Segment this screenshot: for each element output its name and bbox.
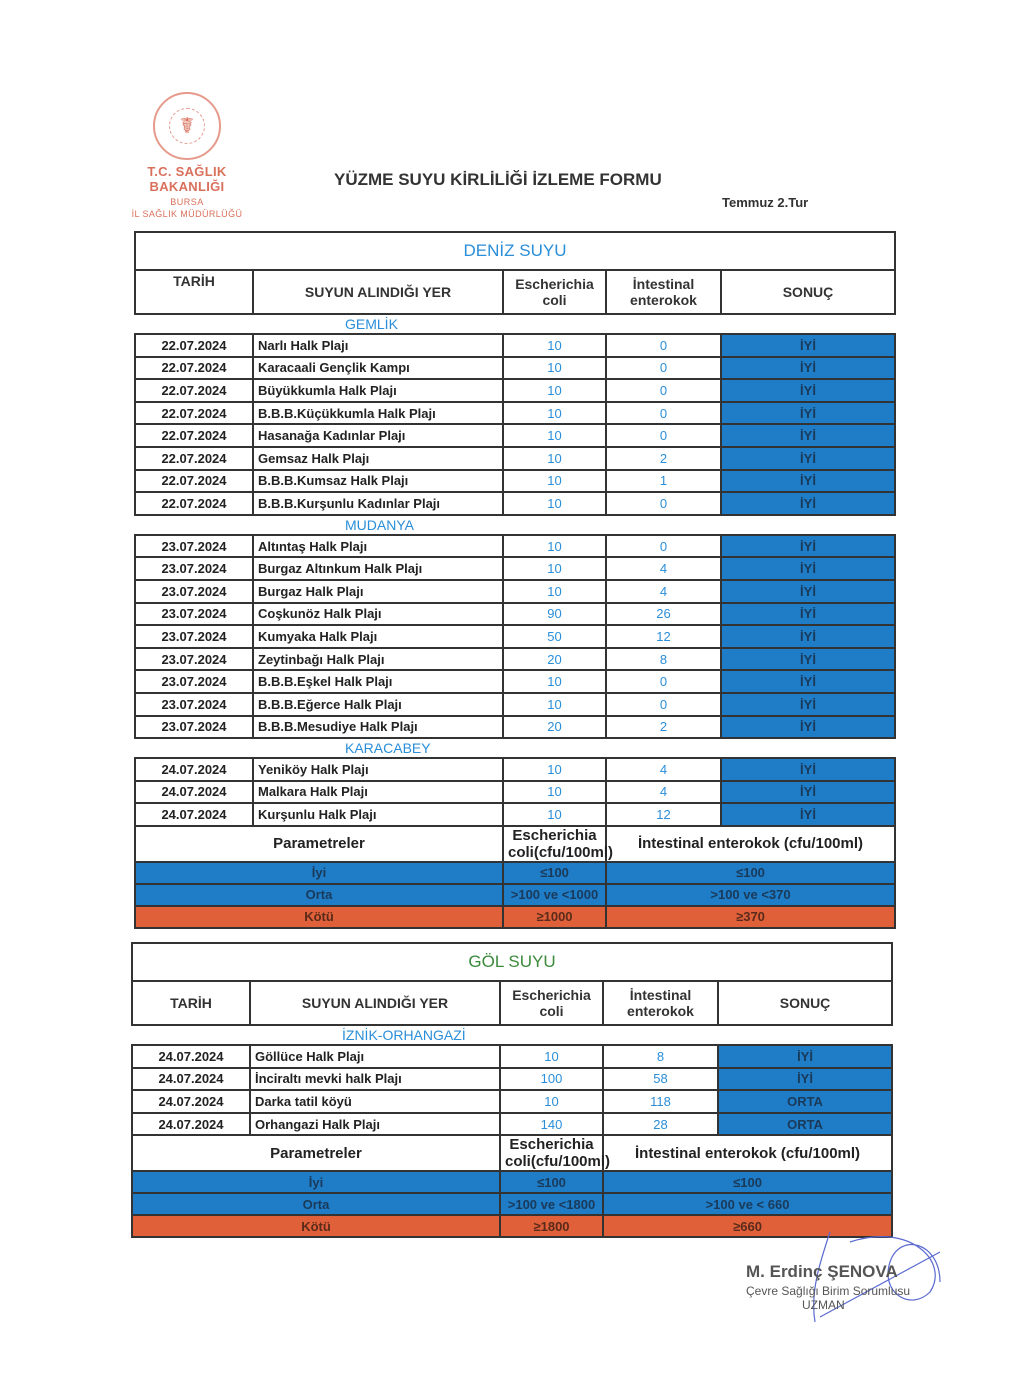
entero-cell: 12 (606, 803, 721, 826)
table-row (135, 648, 895, 671)
result-cell: İYİ (721, 357, 895, 380)
date-cell: 22.07.2024 (135, 424, 253, 447)
result-cell: İYİ (721, 670, 895, 693)
ecoli-threshold: >100 ve <1000 (503, 884, 606, 906)
ministry-emblem-icon: ☤ (153, 92, 221, 160)
table-row (135, 580, 895, 603)
column-header-place: SUYUN ALINDIĞI YER (253, 270, 503, 314)
entero-cell: 2 (606, 447, 721, 470)
ecoli-cell: 10 (500, 1090, 603, 1113)
date-cell: 23.07.2024 (135, 693, 253, 716)
column-header-result: SONUÇ (721, 270, 895, 314)
place-cell: Malkara Halk Plajı (253, 781, 503, 804)
place-cell: Büyükkumla Halk Plajı (253, 379, 503, 402)
place-cell: Gemsaz Halk Plajı (253, 447, 503, 470)
parameters-label: Parametreler (135, 826, 503, 862)
ecoli-cell: 10 (503, 357, 606, 380)
date-cell: 23.07.2024 (135, 625, 253, 648)
place-cell: B.B.B.Eğerce Halk Plajı (253, 693, 503, 716)
place-cell: B.B.B.Kurşunlu Kadınlar Plajı (253, 492, 503, 515)
entero-param-header: İntestinal enterokok (cfu/100ml) (606, 826, 895, 862)
entero-cell: 0 (606, 670, 721, 693)
sea-water-table (134, 231, 896, 929)
place-cell: B.B.B.Mesudiye Halk Plajı (253, 716, 503, 739)
ecoli-threshold: ≥1800 (500, 1215, 603, 1237)
signer-rank: UZMAN (802, 1298, 845, 1312)
table-row (135, 803, 895, 826)
parameter-row (132, 1193, 892, 1215)
place-cell: Burgaz Halk Plajı (253, 580, 503, 603)
ecoli-cell: 20 (503, 716, 606, 739)
lake-water-title: GÖL SUYU (132, 943, 892, 981)
form-title: YÜZME SUYU KİRLİLİĞİ İZLEME FORMU (334, 170, 662, 189)
sea-water-title: DENİZ SUYU (135, 232, 895, 270)
result-cell: İYİ (721, 557, 895, 580)
result-cell: İYİ (721, 625, 895, 648)
ecoli-cell: 10 (503, 447, 606, 470)
date-cell: 22.07.2024 (135, 470, 253, 493)
ecoli-cell: 10 (503, 379, 606, 402)
place-cell: Göllüce Halk Plajı (250, 1045, 500, 1068)
signature-block (746, 1262, 910, 1312)
parameter-row (132, 1215, 892, 1237)
entero-cell: 0 (606, 693, 721, 716)
ecoli-cell: 10 (503, 781, 606, 804)
quality-label: Kötü (132, 1215, 500, 1237)
parameter-row (135, 862, 895, 884)
result-cell: İYİ (721, 693, 895, 716)
date-cell: 23.07.2024 (135, 603, 253, 626)
ecoli-cell: 90 (503, 603, 606, 626)
ecoli-param-header: Escherichia coli(cfu/100ml) (503, 826, 606, 862)
table-row (135, 357, 895, 380)
place-cell: Karacaali Gençlik Kampı (253, 357, 503, 380)
region-name: İZNİK-ORHANGAZİ (342, 1027, 466, 1043)
ecoli-cell: 50 (503, 625, 606, 648)
entero-cell: 0 (606, 357, 721, 380)
date-cell: 23.07.2024 (135, 557, 253, 580)
result-cell: İYİ (721, 492, 895, 515)
date-cell: 24.07.2024 (135, 803, 253, 826)
entero-cell: 8 (606, 648, 721, 671)
ecoli-cell: 10 (503, 758, 606, 781)
ecoli-threshold: >100 ve <1800 (500, 1193, 603, 1215)
column-header-entero: İntestinal enterokok (603, 981, 718, 1025)
table-row (132, 1045, 892, 1068)
parameter-row (135, 906, 895, 928)
entero-cell: 0 (606, 424, 721, 447)
entero-cell: 0 (606, 535, 721, 558)
result-cell: İYİ (721, 603, 895, 626)
place-cell: Zeytinbağı Halk Plajı (253, 648, 503, 671)
signer-role: Çevre Sağlığı Birim Sorumlusu (746, 1284, 911, 1298)
parameters-header-row (132, 1135, 892, 1171)
column-header-ecoli: Escherichia coli (503, 270, 606, 314)
date-cell: 22.07.2024 (135, 492, 253, 515)
entero-cell: 28 (603, 1113, 718, 1136)
entero-threshold: ≥660 (603, 1215, 892, 1237)
lake-water-table (131, 942, 893, 1238)
entero-cell: 4 (606, 580, 721, 603)
result-cell: İYİ (721, 758, 895, 781)
date-cell: 23.07.2024 (135, 580, 253, 603)
table-row (132, 1068, 892, 1091)
entero-cell: 26 (606, 603, 721, 626)
entero-cell: 2 (606, 716, 721, 739)
ecoli-threshold: ≤100 (500, 1171, 603, 1193)
date-cell: 23.07.2024 (135, 716, 253, 739)
entero-threshold: ≥370 (606, 906, 895, 928)
ecoli-cell: 10 (503, 557, 606, 580)
place-cell: Yeniköy Halk Plajı (253, 758, 503, 781)
date-cell: 22.07.2024 (135, 357, 253, 380)
ecoli-param-header: Escherichia coli(cfu/100ml) (500, 1135, 603, 1171)
entero-cell: 8 (603, 1045, 718, 1068)
quality-label: Orta (135, 884, 503, 906)
date-cell: 22.07.2024 (135, 447, 253, 470)
result-cell: İYİ (721, 580, 895, 603)
ecoli-cell: 10 (503, 535, 606, 558)
place-cell: B.B.B.Eşkel Halk Plajı (253, 670, 503, 693)
table-row (132, 1090, 892, 1113)
date-cell: 23.07.2024 (135, 670, 253, 693)
region-header (135, 738, 895, 758)
ecoli-cell: 10 (503, 424, 606, 447)
ecoli-cell: 20 (503, 648, 606, 671)
entero-cell: 58 (603, 1068, 718, 1091)
table-row (135, 424, 895, 447)
ecoli-cell: 100 (500, 1068, 603, 1091)
quality-label: Orta (132, 1193, 500, 1215)
result-cell: İYİ (721, 803, 895, 826)
result-cell: İYİ (721, 424, 895, 447)
date-cell: 22.07.2024 (135, 379, 253, 402)
ecoli-cell: 10 (503, 334, 606, 357)
table-row (135, 470, 895, 493)
ecoli-cell: 10 (503, 580, 606, 603)
place-cell: Burgaz Altınkum Halk Plajı (253, 557, 503, 580)
entero-cell: 0 (606, 334, 721, 357)
table-row (135, 625, 895, 648)
result-cell: İYİ (721, 334, 895, 357)
entero-cell: 1 (606, 470, 721, 493)
entero-cell: 0 (606, 379, 721, 402)
signer-name: M. Erdinç ŞENOVA (746, 1262, 898, 1281)
ecoli-cell: 10 (503, 803, 606, 826)
form-period: Temmuz 2.Tur (722, 195, 809, 210)
entero-cell: 0 (606, 492, 721, 515)
place-cell: Kumyaka Halk Plajı (253, 625, 503, 648)
place-cell: Orhangazi Halk Plajı (250, 1113, 500, 1136)
entero-threshold: >100 ve < 660 (603, 1193, 892, 1215)
entero-threshold: ≤100 (606, 862, 895, 884)
column-header-place: SUYUN ALINDIĞI YER (250, 981, 500, 1025)
result-cell: İYİ (721, 402, 895, 425)
region-name: MUDANYA (345, 516, 414, 533)
table-row (135, 334, 895, 357)
date-cell: 24.07.2024 (135, 781, 253, 804)
column-header-result: SONUÇ (718, 981, 892, 1025)
date-cell: 23.07.2024 (135, 648, 253, 671)
ecoli-cell: 140 (500, 1113, 603, 1136)
entero-cell: 0 (606, 402, 721, 425)
ministry-logo (112, 92, 262, 219)
date-cell: 24.07.2024 (132, 1068, 250, 1091)
region-header (135, 515, 895, 535)
ecoli-cell: 10 (503, 402, 606, 425)
quality-label: İyi (132, 1171, 500, 1193)
date-cell: 24.07.2024 (132, 1113, 250, 1136)
place-cell: B.B.B.Küçükkumla Halk Plajı (253, 402, 503, 425)
table-row (132, 1113, 892, 1136)
result-cell: İYİ (721, 535, 895, 558)
place-cell: B.B.B.Kumsaz Halk Plajı (253, 470, 503, 493)
table-row (135, 693, 895, 716)
place-cell: Kurşunlu Halk Plajı (253, 803, 503, 826)
result-cell: ORTA (718, 1113, 892, 1136)
parameters-header-row (135, 826, 895, 862)
date-cell: 24.07.2024 (132, 1045, 250, 1068)
table-row (135, 603, 895, 626)
ecoli-cell: 10 (503, 470, 606, 493)
ecoli-threshold: ≤100 (503, 862, 606, 884)
table-row (135, 716, 895, 739)
table-row (135, 557, 895, 580)
column-header-date: TARİH (132, 981, 250, 1025)
table-row (135, 758, 895, 781)
ecoli-threshold: ≥1000 (503, 906, 606, 928)
table-row (135, 781, 895, 804)
table-row (135, 379, 895, 402)
result-cell: İYİ (721, 781, 895, 804)
entero-threshold: >100 ve <370 (606, 884, 895, 906)
entero-cell: 118 (603, 1090, 718, 1113)
place-cell: Narlı Halk Plajı (253, 334, 503, 357)
column-header-ecoli: Escherichia coli (500, 981, 603, 1025)
result-cell: ORTA (718, 1090, 892, 1113)
column-header-entero: İntestinal enterokok (606, 270, 721, 314)
date-cell: 22.07.2024 (135, 402, 253, 425)
ecoli-cell: 10 (503, 492, 606, 515)
place-cell: Darka tatil köyü (250, 1090, 500, 1113)
place-cell: Altıntaş Halk Plajı (253, 535, 503, 558)
result-cell: İYİ (721, 470, 895, 493)
result-cell: İYİ (721, 379, 895, 402)
parameter-row (132, 1171, 892, 1193)
ecoli-cell: 10 (503, 693, 606, 716)
result-cell: İYİ (721, 447, 895, 470)
ministry-name: T.C. SAĞLIK BAKANLIĞI (147, 164, 227, 194)
entero-cell: 4 (606, 758, 721, 781)
table-row (135, 670, 895, 693)
date-cell: 23.07.2024 (135, 535, 253, 558)
quality-label: Kötü (135, 906, 503, 928)
table-row (135, 447, 895, 470)
quality-label: İyi (135, 862, 503, 884)
result-cell: İYİ (718, 1068, 892, 1091)
result-cell: İYİ (721, 648, 895, 671)
region-header (135, 314, 895, 334)
region-name: GEMLİK (345, 316, 398, 332)
entero-threshold: ≤100 (603, 1171, 892, 1193)
place-cell: Hasanağa Kadınlar Plajı (253, 424, 503, 447)
place-cell: Coşkunöz Halk Plajı (253, 603, 503, 626)
result-cell: İYİ (721, 716, 895, 739)
date-cell: 24.07.2024 (132, 1090, 250, 1113)
parameters-label: Parametreler (132, 1135, 500, 1171)
parameter-row (135, 884, 895, 906)
column-header-date: TARİH (135, 270, 253, 314)
table-row (135, 535, 895, 558)
ecoli-cell: 10 (500, 1045, 603, 1068)
ministry-department: İL SAĞLIK MÜDÜRLÜĞÜ (131, 209, 243, 219)
ministry-city: BURSA (170, 197, 204, 207)
result-cell: İYİ (718, 1045, 892, 1068)
entero-cell: 12 (606, 625, 721, 648)
entero-cell: 4 (606, 557, 721, 580)
date-cell: 24.07.2024 (135, 758, 253, 781)
region-header (132, 1025, 892, 1045)
table-row (135, 402, 895, 425)
entero-cell: 4 (606, 781, 721, 804)
date-cell: 22.07.2024 (135, 334, 253, 357)
table-row (135, 492, 895, 515)
place-cell: İnciraltı mevki halk Plajı (250, 1068, 500, 1091)
entero-param-header: İntestinal enterokok (cfu/100ml) (603, 1135, 892, 1171)
ecoli-cell: 10 (503, 670, 606, 693)
region-name: KARACABEY (345, 740, 431, 757)
